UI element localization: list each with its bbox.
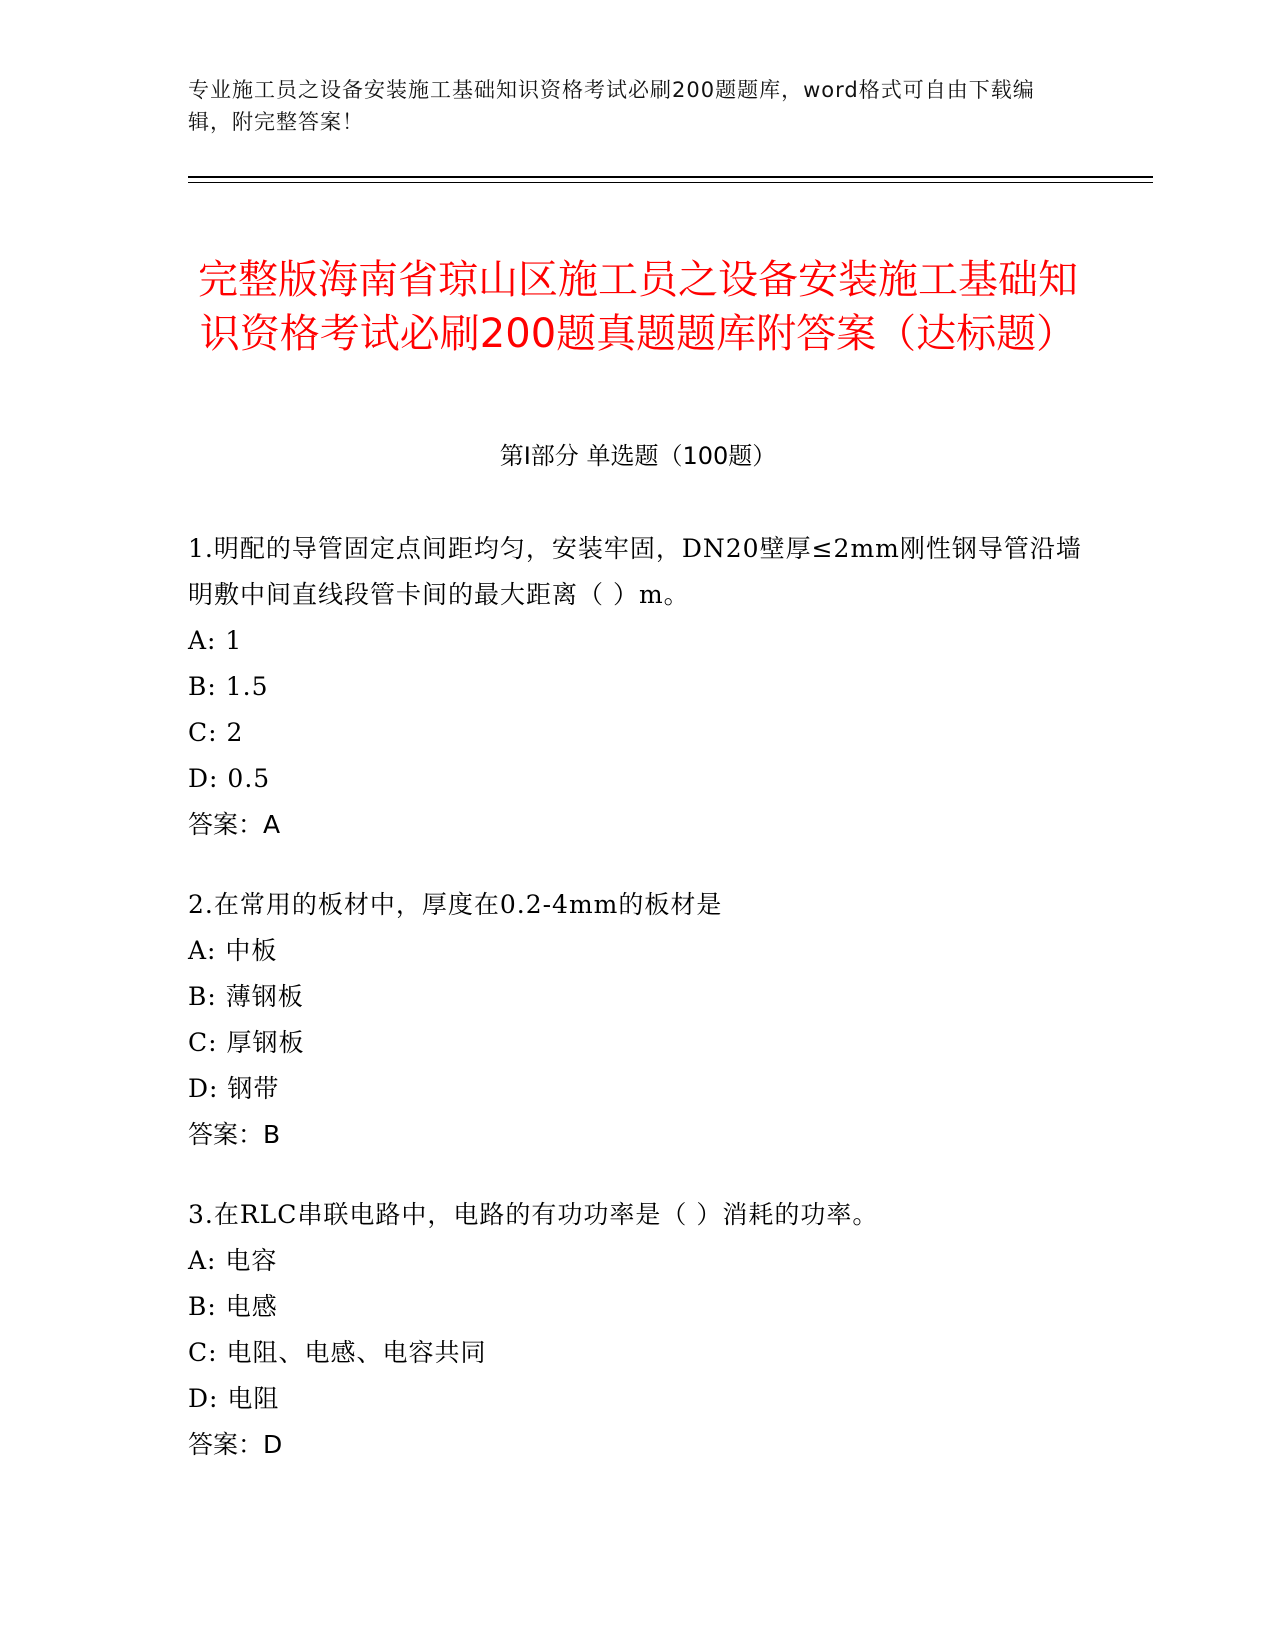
question-1 bbox=[188, 526, 1088, 848]
option-d: D: 0.5 bbox=[188, 764, 271, 793]
option-a: A: 电容 bbox=[188, 1246, 278, 1275]
option-d: D: 电阻 bbox=[188, 1384, 280, 1413]
question-3 bbox=[188, 1192, 1088, 1468]
option-b: B: 电感 bbox=[188, 1292, 278, 1321]
question-list bbox=[188, 526, 1088, 1502]
option-c: C: 电阻、电感、电容共同 bbox=[188, 1338, 487, 1367]
header-divider-thin bbox=[188, 182, 1153, 183]
option-d: D: 钢带 bbox=[188, 1074, 280, 1103]
question-stem: 2.在常用的板材中，厚度在0.2-4mm的板材是 bbox=[188, 890, 723, 919]
answer: 答案：B bbox=[188, 1120, 281, 1149]
option-b: B: 1.5 bbox=[188, 672, 269, 701]
answer: 答案：D bbox=[188, 1430, 283, 1459]
option-c: C: 2 bbox=[188, 718, 244, 747]
question-stem: 3.在RLC串联电路中，电路的有功功率是（ ）消耗的功率。 bbox=[188, 1200, 879, 1229]
option-c: C: 厚钢板 bbox=[188, 1028, 305, 1057]
section-title: 第I部分 单选题（100题） bbox=[499, 442, 777, 470]
question-2 bbox=[188, 882, 1088, 1158]
question-stem: 1.明配的导管固定点间距均匀，安装牢固，DN20壁厚≤2mm刚性钢导管沿墙明敷中间直线段管卡间的最大距离（ ）m。 bbox=[188, 534, 1082, 609]
option-b: B: 薄钢板 bbox=[188, 982, 304, 1011]
answer: 答案：A bbox=[188, 810, 281, 839]
header-divider-thick bbox=[188, 176, 1153, 178]
option-a: A: 中板 bbox=[188, 936, 278, 965]
option-a: A: 1 bbox=[188, 626, 243, 655]
header-note: 专业施工员之设备安装施工基础知识资格考试必刷200题题库，word格式可自由下载编辑，附完整答案！ bbox=[188, 78, 1035, 134]
document-title: 完整版海南省琼山区施工员之设备安装施工基础知识资格考试必刷200题真题题库附答案（达标题） bbox=[198, 256, 1078, 357]
